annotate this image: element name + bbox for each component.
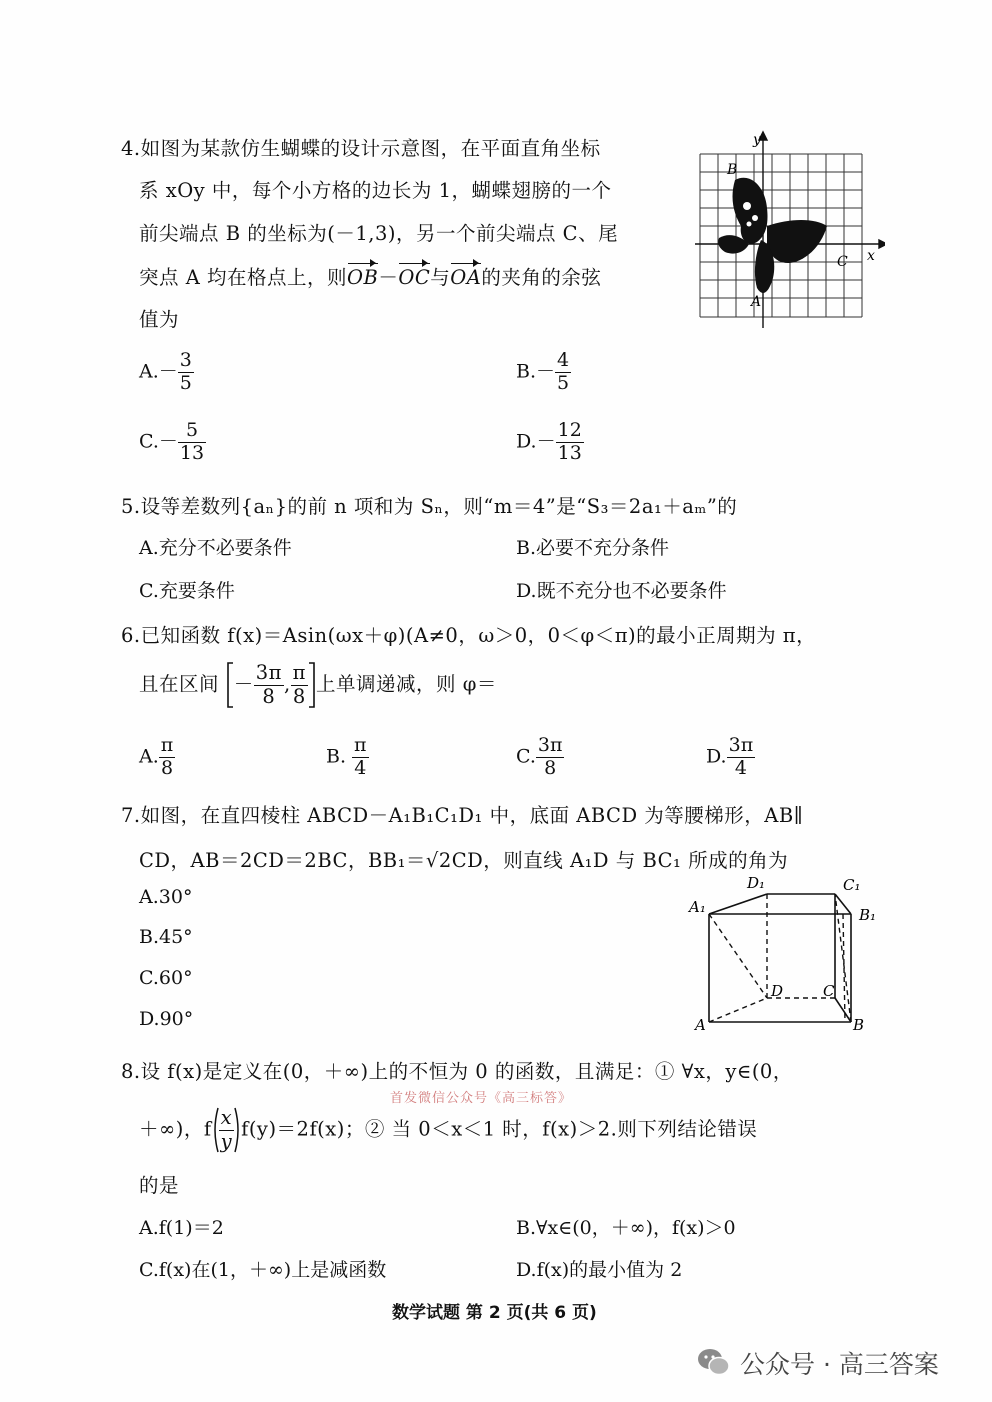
- wechat-icon: [697, 1347, 731, 1377]
- q5-option-b[interactable]: B.必要不充分条件: [516, 537, 670, 559]
- q6-stem: 6.已知函数 f(x)＝Asin(ωx＋φ)(A≠0，ω＞0，0＜φ＜π)的最小正周期为 π，: [121, 624, 817, 647]
- q8-line3: 的是: [139, 1174, 180, 1197]
- q4-line4: [139, 262, 601, 290]
- prism-label-c1: C₁: [843, 876, 861, 894]
- watermark-text: 首发微信公众号《高三标答》: [390, 1091, 573, 1106]
- q6-option-c[interactable]: C. $\frac{3\pi}{8}$: [516, 734, 563, 779]
- q4-line1: 4.如图为某款仿生蝴蝶的设计示意图，在平面直角坐标: [121, 137, 601, 160]
- right-bracket: [308, 662, 316, 708]
- q7-option-c[interactable]: C.60°: [139, 967, 193, 989]
- page-footer: 数学试题 第 2 页(共 6 页): [392, 1303, 597, 1323]
- q7-option-d[interactable]: D.90°: [139, 1008, 194, 1030]
- q4-option-d[interactable]: D.－ $\frac{12}{13}$: [516, 419, 582, 464]
- q8-option-d[interactable]: D.f(x)的最小值为 2: [516, 1259, 683, 1281]
- q6-option-b[interactable]: B. $\frac{\pi}{4}$: [326, 734, 367, 779]
- q6-line2: 且在区间 － $\frac{3\pi}{8}$ , $\frac{\pi}{8}$ 上单调递减，则 φ＝: [139, 661, 497, 708]
- q6-option-a[interactable]: A. $\frac{\pi}{8}$: [139, 734, 174, 779]
- prism-label-b1: B₁: [859, 906, 877, 924]
- prism-label-c: C: [823, 982, 835, 1000]
- vector-oc: OC: [398, 266, 431, 289]
- q5-stem: 5.设等差数列{aₙ}的前 n 项和为 Sₙ，则“m＝4”是“S₃＝2a₁＋aₘ”的: [121, 495, 738, 518]
- q4-line4-text-a: 突点 A 均在格点上，则: [139, 266, 347, 289]
- prism-label-a1: A₁: [689, 898, 706, 916]
- q8-option-c[interactable]: C.f(x)在(1，＋∞)上是减函数: [139, 1259, 387, 1281]
- q8-line2: ＋∞)，f $\frac{x}{y}$ f(y)＝2f(x)；② 当 0＜x＜1 时，f(x)＞2.则下列结论错误: [139, 1106, 758, 1153]
- q5-option-a[interactable]: A.充分不必要条件: [139, 537, 292, 559]
- q7-option-a[interactable]: A.30°: [139, 886, 193, 908]
- prism-label-d: D: [771, 982, 784, 1000]
- q5-option-c[interactable]: C.充要条件: [139, 580, 235, 602]
- q8-line1: 8.设 f(x)是定义在(0，＋∞)上的不恒为 0 的函数，且满足：① ∀x，y∈(0，: [121, 1060, 793, 1083]
- q6-option-d[interactable]: D. $\frac{3\pi}{4}$: [706, 734, 754, 779]
- prism-figure: [685, 870, 885, 1040]
- q4-line3: 前尖端点 B 的坐标为(－1,3)，另一个前尖端点 C、尾: [139, 222, 619, 245]
- q4-line2: 系 xOy 中，每个小方格的边长为 1，蝴蝶翅膀的一个: [139, 179, 612, 202]
- q4-line5: 值为: [139, 308, 180, 331]
- conj-yu: 与: [430, 266, 451, 289]
- q4-line4-text-b: 的夹角的余弦: [481, 266, 602, 289]
- q8-option-b[interactable]: B.∀x∈(0，＋∞)，f(x)＞0: [516, 1217, 736, 1239]
- fig-label-c: C: [837, 254, 848, 270]
- prism-label-b: B: [853, 1016, 865, 1034]
- vector-oa: OA: [450, 266, 482, 289]
- q8-option-a[interactable]: A.f(1)＝2: [139, 1217, 224, 1239]
- brand-label: 公众号 · 高三答案: [740, 1350, 939, 1379]
- q7-line2: CD，AB＝2CD＝2BC，BB₁＝√2CD，则直线 A₁D 与 BC₁ 所成的角为: [139, 849, 789, 872]
- q4-option-b[interactable]: B.－ $\frac{4}{5}$: [516, 349, 570, 394]
- q7-option-b[interactable]: B.45°: [139, 926, 193, 948]
- fig-label-x: x: [867, 248, 875, 264]
- minus-sign: －: [378, 266, 399, 289]
- q5-option-d[interactable]: D.既不充分也不必要条件: [516, 580, 727, 602]
- q4-option-c[interactable]: C.－ $\frac{5}{13}$: [139, 419, 205, 464]
- q7-line1: 7.如图，在直四棱柱 ABCD－A₁B₁C₁D₁ 中，底面 ABCD 为等腰梯形，AB∥: [121, 804, 804, 827]
- left-paren: [212, 1107, 219, 1153]
- fig-label-b: B: [727, 162, 738, 178]
- fig-label-y: y: [753, 132, 761, 148]
- left-bracket: [226, 662, 234, 708]
- fig-label-a: A: [751, 294, 762, 310]
- prism-label-d1: D₁: [747, 874, 766, 892]
- vector-ob: OB: [346, 266, 379, 289]
- butterfly-figure: [695, 128, 885, 328]
- prism-label-a: A: [695, 1016, 706, 1034]
- q4-option-a[interactable]: A.－ $\frac{3}{5}$: [139, 349, 192, 394]
